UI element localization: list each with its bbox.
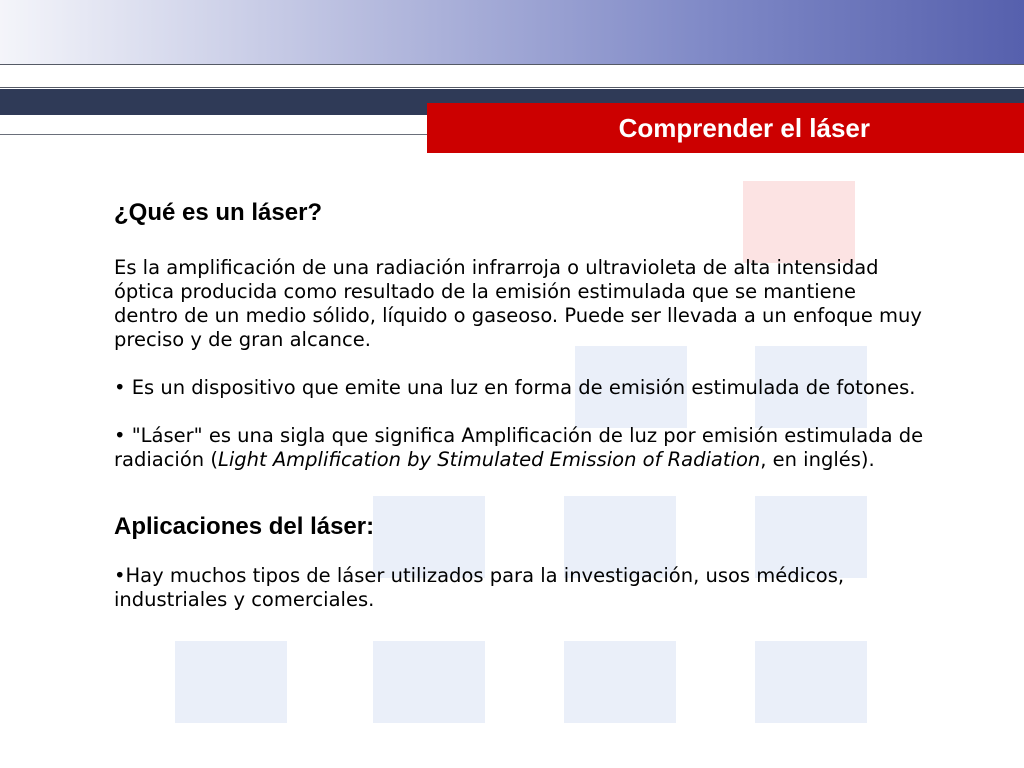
header-divider-line	[0, 64, 1024, 65]
slide-title-bar	[427, 103, 1024, 153]
slide-body	[114, 196, 924, 636]
definition-paragraph: Es la amplificación de una radiación infrarroja o ultravioleta de alta intensidad óptica producida como resultado de la emisión estimulada que se mantiene dentro de un medio sólido, líquido o gaseoso. Puede ser llevada a un enfoque muy preciso y de gran alcance.	[114, 256, 922, 351]
bullet-acronym	[114, 424, 924, 472]
header-gradient-band	[0, 0, 1024, 64]
section-heading-what-is-laser: ¿Qué es un láser?	[114, 199, 323, 226]
bullet-acronym-suffix: , en inglés).	[760, 448, 875, 471]
bullet-acronym-english: Light Amplification by Stimulated Emission of Radiation	[217, 448, 761, 471]
section-heading-applications: Aplicaciones del láser:	[114, 513, 375, 540]
bullet-applications: •Hay muchos tipos de láser utilizados para la investigación, usos médicos, industriales y comerciales.	[114, 564, 845, 611]
header-divider-line	[0, 87, 1024, 88]
header-white-strip	[0, 115, 427, 135]
decor-square	[564, 641, 676, 723]
decor-square	[755, 641, 867, 723]
bullet-acronym-prefix: • "Láser" es una sigla que significa Amplificación de luz por emisión estimulada de radiación (	[114, 424, 924, 471]
bullet-device: • Es un dispositivo que emite una luz en forma de emisión estimulada de fotones.	[114, 376, 916, 399]
decor-square	[175, 641, 287, 723]
slide-title: Comprender el láser	[618, 112, 870, 143]
decor-square	[373, 641, 485, 723]
